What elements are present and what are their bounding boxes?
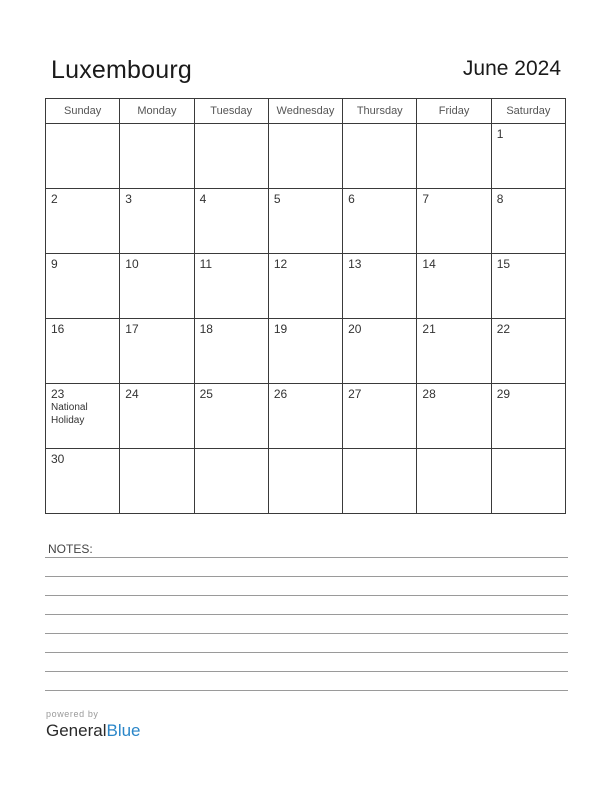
day-number: 9 bbox=[51, 257, 58, 271]
day-cell bbox=[194, 449, 268, 514]
day-number: 8 bbox=[496, 192, 504, 206]
day-number bbox=[343, 449, 416, 452]
day-cell bbox=[491, 319, 565, 384]
day-number: 11 bbox=[199, 257, 213, 271]
day-number: 13 bbox=[348, 257, 362, 271]
weekday-saturday: Saturday bbox=[491, 99, 565, 124]
day-number bbox=[195, 124, 268, 127]
day-cell bbox=[343, 319, 417, 384]
note-line bbox=[45, 596, 568, 615]
day-number: 23 bbox=[51, 387, 65, 401]
notes-label: NOTES: bbox=[48, 542, 93, 556]
day-cell bbox=[343, 124, 417, 189]
week-row-4 bbox=[46, 319, 566, 384]
day-cell bbox=[268, 449, 342, 514]
day-cell bbox=[491, 124, 565, 189]
day-cell bbox=[46, 189, 120, 254]
day-number: 6 bbox=[348, 192, 355, 206]
day-cell bbox=[343, 254, 417, 319]
brand-name-blue: Blue bbox=[106, 721, 141, 740]
day-cell bbox=[194, 254, 268, 319]
day-number: 20 bbox=[348, 322, 362, 336]
day-number bbox=[120, 449, 193, 452]
day-number: 27 bbox=[348, 387, 362, 401]
brand-logo bbox=[46, 721, 141, 741]
day-cell bbox=[417, 384, 491, 449]
weekday-thursday: Thursday bbox=[343, 99, 417, 124]
day-number: 15 bbox=[496, 257, 511, 271]
day-number bbox=[417, 449, 490, 452]
day-number bbox=[120, 124, 193, 127]
note-line bbox=[45, 558, 568, 577]
weekday-monday: Monday bbox=[120, 99, 194, 124]
day-number: 29 bbox=[496, 387, 511, 401]
day-number: 12 bbox=[273, 257, 288, 271]
day-cell bbox=[268, 384, 342, 449]
powered-by-text: powered by bbox=[46, 709, 99, 719]
day-number: 10 bbox=[125, 257, 139, 271]
day-cell bbox=[343, 189, 417, 254]
week-row-6 bbox=[46, 449, 566, 514]
day-number bbox=[269, 449, 342, 452]
day-cell bbox=[46, 254, 120, 319]
day-cell bbox=[417, 449, 491, 514]
day-cell bbox=[120, 319, 194, 384]
day-cell bbox=[46, 319, 120, 384]
day-number: 19 bbox=[273, 322, 288, 336]
holiday-label: National Holiday bbox=[51, 402, 88, 426]
day-cell bbox=[46, 449, 120, 514]
day-number bbox=[343, 124, 416, 127]
day-cell bbox=[268, 254, 342, 319]
week-row-3 bbox=[46, 254, 566, 319]
weekday-header-row bbox=[46, 99, 566, 124]
day-cell bbox=[343, 384, 417, 449]
day-number: 25 bbox=[199, 387, 213, 401]
day-number: 21 bbox=[422, 322, 436, 336]
day-number: 2 bbox=[51, 192, 58, 206]
day-cell bbox=[120, 254, 194, 319]
note-line bbox=[45, 653, 568, 672]
day-cell bbox=[120, 124, 194, 189]
day-number: 16 bbox=[51, 322, 65, 336]
footer-branding bbox=[46, 709, 141, 741]
day-number bbox=[195, 449, 268, 452]
week-row-2 bbox=[46, 189, 566, 254]
calendar-grid bbox=[45, 98, 566, 514]
day-number: 30 bbox=[51, 452, 65, 466]
day-number: 26 bbox=[273, 387, 288, 401]
day-cell bbox=[491, 189, 565, 254]
note-line bbox=[45, 634, 568, 653]
week-row-5 bbox=[46, 384, 566, 449]
note-line bbox=[45, 672, 568, 691]
day-number: 7 bbox=[422, 192, 430, 206]
day-number: 14 bbox=[422, 257, 436, 271]
day-number bbox=[417, 124, 490, 127]
brand-name-general: General bbox=[46, 721, 107, 740]
day-cell bbox=[268, 319, 342, 384]
day-number bbox=[492, 449, 565, 452]
day-cell bbox=[268, 189, 342, 254]
day-number: 17 bbox=[125, 322, 139, 336]
day-number: 1 bbox=[496, 127, 504, 141]
day-cell bbox=[491, 449, 565, 514]
day-cell bbox=[194, 384, 268, 449]
day-cell bbox=[120, 189, 194, 254]
note-line bbox=[45, 615, 568, 634]
day-number: 18 bbox=[199, 322, 213, 336]
day-cell bbox=[417, 319, 491, 384]
day-cell bbox=[46, 124, 120, 189]
day-cell bbox=[417, 124, 491, 189]
day-number: 5 bbox=[273, 192, 281, 206]
month-year: June 2024 bbox=[462, 57, 561, 80]
day-cell bbox=[120, 384, 194, 449]
week-row-1 bbox=[46, 124, 566, 189]
day-number bbox=[46, 124, 119, 127]
day-cell bbox=[417, 254, 491, 319]
day-cell bbox=[343, 449, 417, 514]
day-cell bbox=[491, 254, 565, 319]
day-cell bbox=[120, 449, 194, 514]
weekday-sunday: Sunday bbox=[46, 99, 120, 124]
day-number: 24 bbox=[125, 387, 139, 401]
day-number: 28 bbox=[422, 387, 436, 401]
weekday-friday: Friday bbox=[417, 99, 491, 124]
day-cell bbox=[491, 384, 565, 449]
weekday-wednesday: Wednesday bbox=[268, 99, 342, 124]
page-title: Luxembourg bbox=[51, 56, 192, 84]
notes-section bbox=[45, 541, 568, 691]
day-cell bbox=[194, 319, 268, 384]
day-cell bbox=[417, 189, 491, 254]
day-number bbox=[269, 124, 342, 127]
day-cell bbox=[194, 189, 268, 254]
day-number: 22 bbox=[496, 322, 511, 336]
day-cell-holiday bbox=[46, 384, 120, 449]
weekday-tuesday: Tuesday bbox=[194, 99, 268, 124]
day-cell bbox=[194, 124, 268, 189]
day-number: 3 bbox=[125, 192, 132, 206]
day-cell bbox=[268, 124, 342, 189]
day-number: 4 bbox=[199, 192, 207, 206]
note-line bbox=[45, 577, 568, 596]
